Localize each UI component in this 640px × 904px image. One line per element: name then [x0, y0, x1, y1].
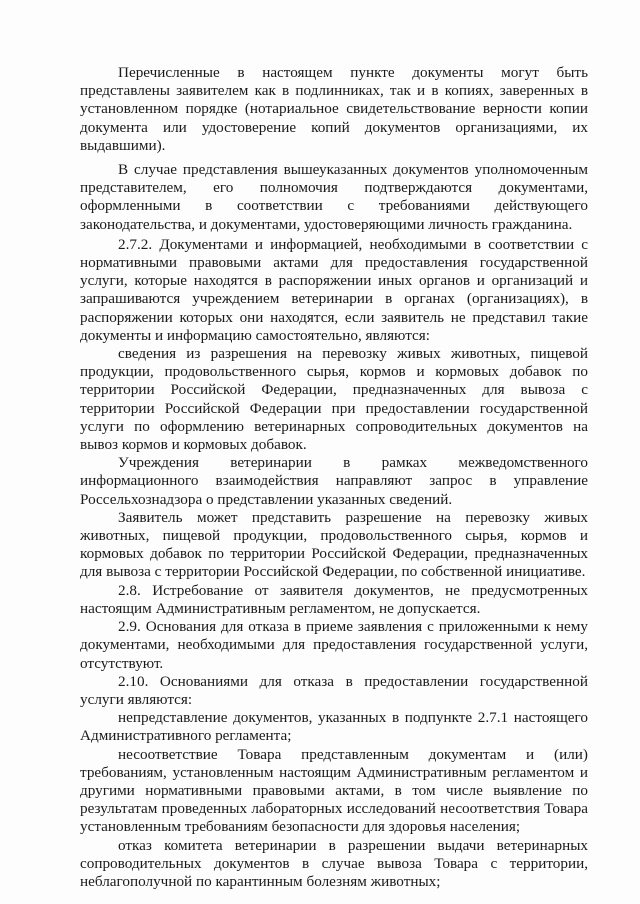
paragraph-2-10: 2.10. Основаниями для отказа в предоставлении государственной услуги являются:	[80, 672, 588, 708]
paragraph-refusal-quarantine: отказ комитета ветеринарии в разрешении выдачи ветеринарных сопроводительных документов в случае вывоза Товара с территории, неблагополучной по карантинным болезням животных;	[80, 836, 588, 890]
paragraph-documents-copies: Перечисленные в настоящем пункте документы могут быть представлены заявителем как в подлинниках, так и в копиях, заверенных в установленном порядке (нотариальное свидетельствование верности копии документа или удостоверение копий документов организациями, их выдавшими).	[80, 64, 588, 154]
paragraph-representative: В случае представления вышеуказанных документов уполномоченным представителем, его полномочия подтверждаются документами, оформленными в соответствии с требованиями действующего законодательства, и документами, удостоверяющими личность гражданина.	[80, 161, 588, 233]
paragraph-applicant-initiative: Заявитель может представить разрешение на перевозку живых животных, пищевой продукции, продовольственного сырья, кормов и кормовых добавок по территории Российской Федерации, предназначенных для вывоза с территории Российской Федерации, по собственной инициативе.	[80, 508, 588, 581]
paragraph-missing-documents: непредставление документов, указанных в подпункте 2.7.1 настоящего Административного регламента;	[80, 709, 588, 745]
paragraph-2-7-2: 2.7.2. Документами и информацией, необходимыми в соответствии с нормативными правовыми актами для предоставления государственной услуги, которые находятся в распоряжении иных органов и организаций и запрашиваются учреждением ветеринарии в органах (организациях), в распоряжении которых они находятся, если заявитель не представил такие документы и информацию самостоятельно, являются:	[80, 235, 588, 344]
document-body	[80, 64, 588, 891]
paragraph-permit-info: сведения из разрешения на перевозку живых животных, пищевой продукции, продовольственного сырья, кормов и кормовых добавок по территории Российской Федерации, предназначенных для вывоза с территории Российской Федерации при предоставлении государственной услуги по оформлению ветеринарных сопроводительных документов на вывоз кормов и кормовых добавок.	[80, 345, 588, 454]
paragraph-2-8: 2.8. Истребование от заявителя документов, не предусмотренных настоящим Административным регламентом, не допускается.	[80, 581, 588, 617]
paragraph-2-9: 2.9. Основания для отказа в приеме заявления с приложенными к нему документами, необходимыми для предоставления государственной услуги, отсутствуют.	[80, 618, 588, 672]
paragraph-nonconformity: несоответствие Товара представленным документам и (или) требованиям, установленным настоящим Административным регламентом и другими нормативными правовыми актами, в том числе выявление по результатам проведенных лабораторных исследований несоответствия Товара установленным требованиям безопасности для здоровья населения;	[80, 745, 588, 836]
paragraph-interagency-request: Учреждения ветеринарии в рамках межведомственного информационного взаимодействия направляют запрос в управление Россельхознадзора о представлении указанных сведений.	[80, 454, 588, 508]
